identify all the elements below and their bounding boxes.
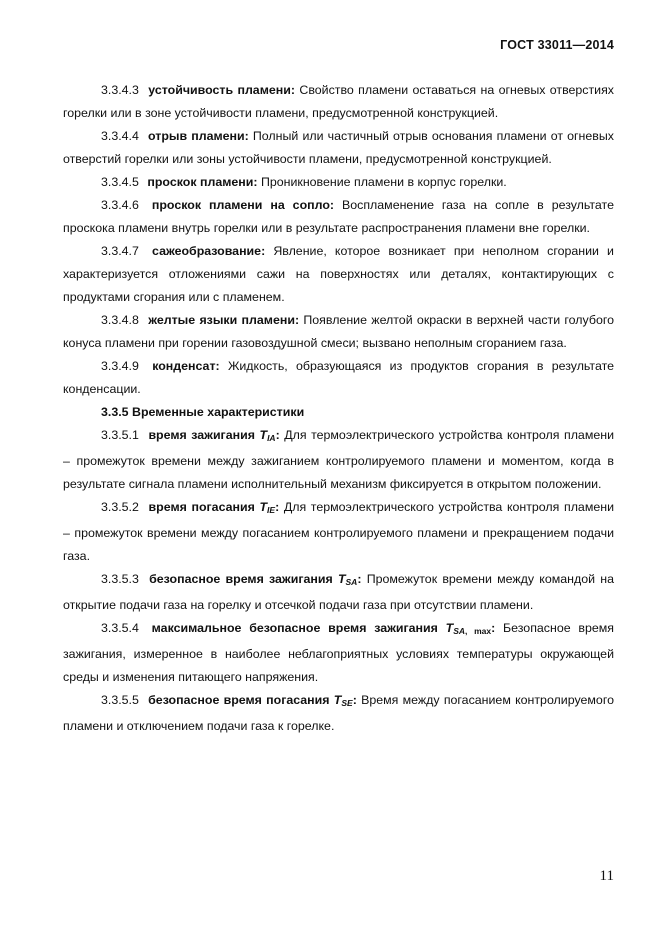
definition-3-3-5-5 — [63, 689, 614, 738]
clause-number: 3.3.5.4 — [101, 621, 139, 635]
definition-3-3-4-9 — [63, 355, 614, 401]
clause-number: 3.3.4.6 — [101, 198, 139, 212]
section-number: 3.3.5 — [101, 405, 129, 419]
definition-text: Полный или частичный отрыв основания пламени от огневых отверстий горелки или зоны устойчивости пламени, предусмотренной конструкцией. — [63, 129, 614, 166]
definition-3-3-4-5 — [63, 171, 614, 194]
definition-text: Появление желтой окраски в верхней части голубого конуса пламени при горении газовоздушной смеси; вызвано неполным сгоранием газа. — [63, 313, 614, 350]
term: безопасное время зажигания — [149, 572, 333, 586]
definition-text: Время между погасанием контролируемого пламени и отключением подачи газа к горелке. — [63, 693, 614, 733]
term-colon: : — [357, 572, 362, 586]
definition-text: Жидкость, образующаяся из продуктов сгорания в результате конденсации. — [63, 359, 614, 396]
term: время зажигания — [148, 428, 255, 442]
definition-text: Явление, которое возникает при неполном сгорании и характеризуется отложениями сажи на поверхностях или деталях, контактирующих с продуктами сгорания или с пламенем. — [63, 244, 614, 304]
symbol-subscript: SE — [341, 698, 353, 708]
clause-number: 3.3.4.5 — [101, 175, 139, 189]
definition-text: Промежуток времени между командой на открытие подачи газа на горелку и отсечкой подачи газа при отсутствии пламени. — [63, 572, 614, 612]
definition-3-3-4-7 — [63, 240, 614, 309]
definition-text: Воспламенение газа на сопле в результате проскока пламени внутрь горелки или в результате распространения пламени вне горелки. — [63, 198, 614, 235]
document-code: ГОСТ 33011—2014 — [500, 38, 614, 52]
symbol-subscript: SA — [453, 626, 466, 636]
term-colon: : — [491, 621, 496, 635]
term-colon: : — [275, 428, 280, 442]
section-title: Временные характеристики — [132, 405, 305, 419]
clause-number: 3.3.4.8 — [101, 313, 139, 327]
symbol: T — [259, 500, 268, 514]
clause-number: 3.3.5.3 — [101, 572, 139, 586]
symbol-subscript: IA — [267, 433, 276, 443]
term: время погасания — [148, 500, 255, 514]
definition-3-3-5-4 — [63, 617, 614, 689]
document-body — [63, 79, 614, 738]
symbol-subscript-max: , max — [465, 626, 492, 636]
definition-text: Для термоэлектрического устройства контроля пламени – промежуток времени между зажиганием контролируемого пламени и моментом, когда в результате сигнала пламени исполнительный механизм фиксируется в открытом положении. — [63, 428, 614, 491]
term: максимальное безопасное время зажигания — [151, 621, 438, 635]
clause-number: 3.3.4.7 — [101, 244, 139, 258]
definition-3-3-5-2 — [63, 496, 614, 568]
clause-number: 3.3.5.5 — [101, 693, 139, 707]
symbol-subscript: IE — [267, 505, 276, 515]
term: сажеобразование: — [152, 244, 266, 258]
definition-text: Для термоэлектрического устройства контроля пламени – промежуток времени между погасанием контролируемого пламени и прекращением подачи газа. — [63, 500, 614, 563]
clause-number: 3.3.5.2 — [101, 500, 139, 514]
clause-number: 3.3.4.4 — [101, 129, 139, 143]
clause-number: 3.3.4.3 — [101, 83, 139, 97]
definition-3-3-4-6 — [63, 194, 614, 240]
definition-3-3-4-8 — [63, 309, 614, 355]
symbol: T — [445, 621, 454, 635]
symbol: T — [337, 572, 346, 586]
definition-text: Безопасное время зажигания, измеренное в наиболее неблагоприятных условиях температуры окружающей среды и изменения питающего напряжения. — [63, 621, 614, 684]
symbol: T — [333, 693, 342, 707]
term: желтые языки пламени: — [148, 313, 300, 327]
term: проскок пламени: — [147, 175, 258, 189]
page-number: 11 — [599, 868, 614, 884]
symbol: T — [259, 428, 268, 442]
clause-number: 3.3.4.9 — [101, 359, 139, 373]
definition-3-3-4-4 — [63, 125, 614, 171]
definition-text: Свойство пламени оставаться на огневых отверстиях горелки или в зоне устойчивости пламени, предусмотренной конструкцией. — [63, 83, 614, 120]
term: конденсат: — [152, 359, 220, 373]
definition-3-3-4-3 — [63, 79, 614, 125]
definition-text: Проникновение пламени в корпус горелки. — [260, 175, 507, 189]
term: проскок пламени на сопло: — [151, 198, 335, 212]
term-colon: : — [352, 693, 357, 707]
term-colon: : — [275, 500, 280, 514]
section-heading — [63, 401, 614, 424]
term: устойчивость пламени: — [148, 83, 295, 97]
clause-number: 3.3.5.1 — [101, 428, 139, 442]
definition-3-3-5-1 — [63, 424, 614, 496]
definition-3-3-5-3 — [63, 568, 614, 617]
term: безопасное время погасания — [148, 693, 330, 707]
symbol-subscript: SA — [345, 577, 358, 587]
term: отрыв пламени: — [148, 129, 249, 143]
